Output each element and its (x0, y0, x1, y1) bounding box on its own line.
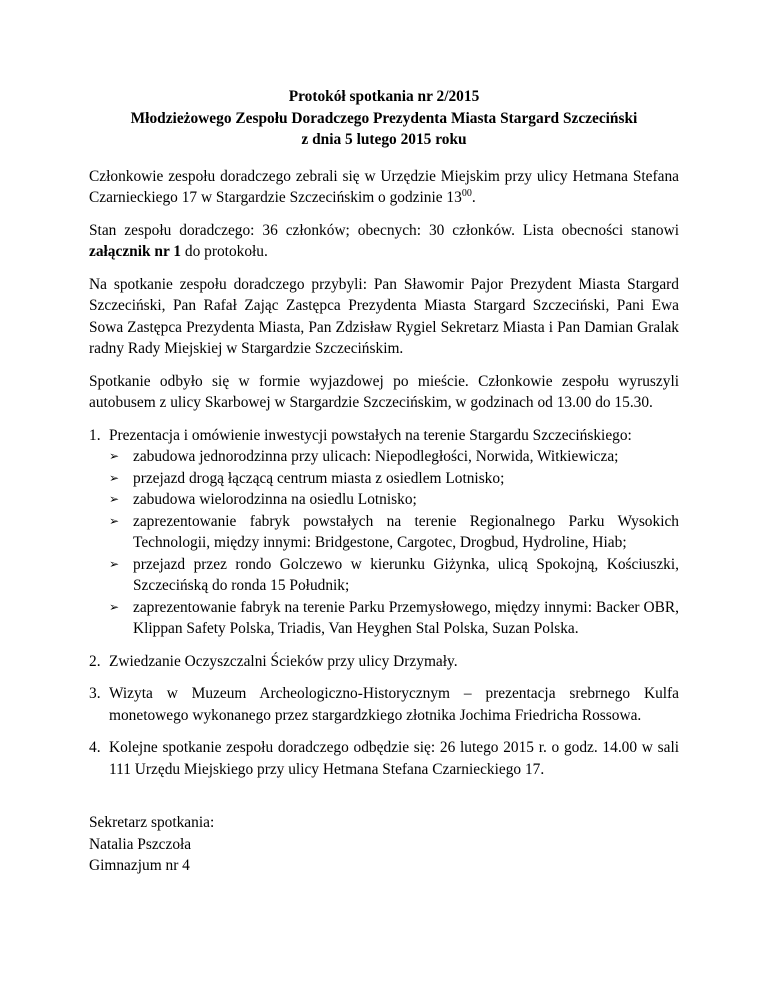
bullet-text: zaprezentowanie fabryk powstałych na terenie Regionalnego Parku Wysokich Technologii, między innymi: Bridgestone, Cargotec, Drogbud, Hydroline, Hiab; (133, 512, 679, 551)
signature-name: Natalia Pszczoła (89, 835, 192, 853)
agenda-item-number: 3. (89, 685, 101, 702)
signature-role: Sekretarz spotkania: (89, 814, 215, 831)
bullet-item (109, 489, 679, 511)
agenda-item-text: Kolejne spotkanie zespołu doradczego odbędzie się: 26 lutego 2015 r. o godz. 14.00 w sali 111 Urzędu Miejskiego przy ulicy Hetmana Stefana Czarnieckiego 17. (109, 739, 679, 778)
time-superscript: 00 (461, 188, 472, 199)
title-line-3: z dnia 5 lutego 2015 roku (301, 131, 467, 148)
bullet-item (109, 597, 679, 640)
attendance-text: Stan zespołu doradczego: 36 członków; obecnych: 30 członków. Lista obecności stanowi (89, 221, 679, 239)
bullet-text: zaprezentowanie fabryk na terenie Parku Przemysłowego, między innymi: Backer OBR, Klippan Safety Polska, Triadis, Van Heyghen Stal Polska, Suzan Polska. (133, 598, 679, 637)
bullet-item (109, 511, 679, 554)
attachment-reference: załącznik nr 1 (89, 243, 182, 260)
bullet-text: przejazd przez rondo Golczewo w kierunku Giżynka, ulicą Spokojną, Kościuszki, Szczecińską do ronda 15 Południk; (133, 555, 679, 594)
investment-bullet-list (109, 446, 679, 640)
signature-school: Gimnazjum nr 4 (89, 857, 190, 874)
agenda-item (89, 651, 679, 673)
bullet-text: zabudowa wielorodzinna na osiedlu Lotnisko; (133, 491, 417, 508)
agenda-item (89, 737, 679, 780)
bullet-text: zabudowa jednorodzinna przy ulicach: Niepodległości, Norwida, Witkiewicza; (133, 448, 619, 465)
arrow-bullet-icon: ➢ (109, 556, 120, 571)
intro-paragraph (89, 166, 679, 209)
document-page (89, 86, 679, 877)
agenda-list (89, 425, 679, 781)
agenda-item-number: 4. (89, 739, 101, 756)
arrow-bullet-icon: ➢ (109, 449, 120, 463)
bullet-item (109, 468, 679, 490)
agenda-item-text: Wizyta w Muzeum Archeologiczno-Historycznym – prezentacja srebrnego Kulfa monetowego wykonanego przez stargardzkiego złotnika Jochima Friedricha Rossowa. (109, 685, 679, 724)
agenda-item-text: Prezentacja i omówienie inwestycji powstałych na terenie Stargardu Szczecińskiego: (109, 426, 632, 444)
agenda-item (89, 683, 679, 726)
intro-text: Członkowie zespołu doradczego zebrali się w Urzędzie Miejskim przy ulicy Hetmana Stefana Czarnieckiego 17 w Stargardzie Szczecińskim o godzinie 13 (89, 167, 679, 206)
trip-paragraph: Spotkanie odbyło się w formie wyjazdowej po mieście. Członkowie zespołu wyruszyli autobusem z ulicy Skarbowej w Stargardzie Szczecińskim, w godzinach od 13.00 do 15.30. (89, 372, 679, 411)
attendance-text-end: do protokołu. (181, 243, 268, 260)
arrow-bullet-icon: ➢ (109, 513, 120, 528)
arrow-bullet-icon: ➢ (109, 470, 120, 485)
agenda-item (89, 425, 679, 640)
bullet-item (109, 554, 679, 597)
guests-paragraph: Na spotkanie zespołu doradczego przybyli: Pan Sławomir Pajor Prezydent Miasta Stargard Szczeciński, Pan Rafał Zając Zastępca Prezydenta Miasta Stargard Szczeciński, Pani Ewa Sowa Zastępca Prezydenta Miasta, Pan Zdzisław Rygiel Sekretarz Miasta i Pan Damian Gralak radny Rady Miejskiej w Stargardzie Szczecińskim. (89, 275, 679, 357)
document-title (89, 86, 679, 151)
title-line-2: Młodzieżowego Zespołu Doradczego Prezydenta Miasta Stargard Szczeciński (130, 109, 638, 127)
title-line-1: Protokół spotkania nr 2/2015 (288, 88, 480, 105)
arrow-bullet-icon: ➢ (109, 492, 120, 506)
bullet-item (109, 446, 679, 468)
agenda-item-number: 1. (89, 426, 101, 444)
attendance-paragraph (89, 220, 679, 263)
signature-block (89, 812, 679, 877)
agenda-item-number: 2. (89, 652, 101, 670)
intro-end: . (471, 189, 476, 206)
bullet-text: przejazd drogą łączącą centrum miasta z osiedlem Lotnisko; (133, 469, 505, 487)
arrow-bullet-icon: ➢ (109, 599, 120, 614)
agenda-item-text: Zwiedzanie Oczyszczalni Ścieków przy ulicy Drzymały. (109, 652, 458, 670)
